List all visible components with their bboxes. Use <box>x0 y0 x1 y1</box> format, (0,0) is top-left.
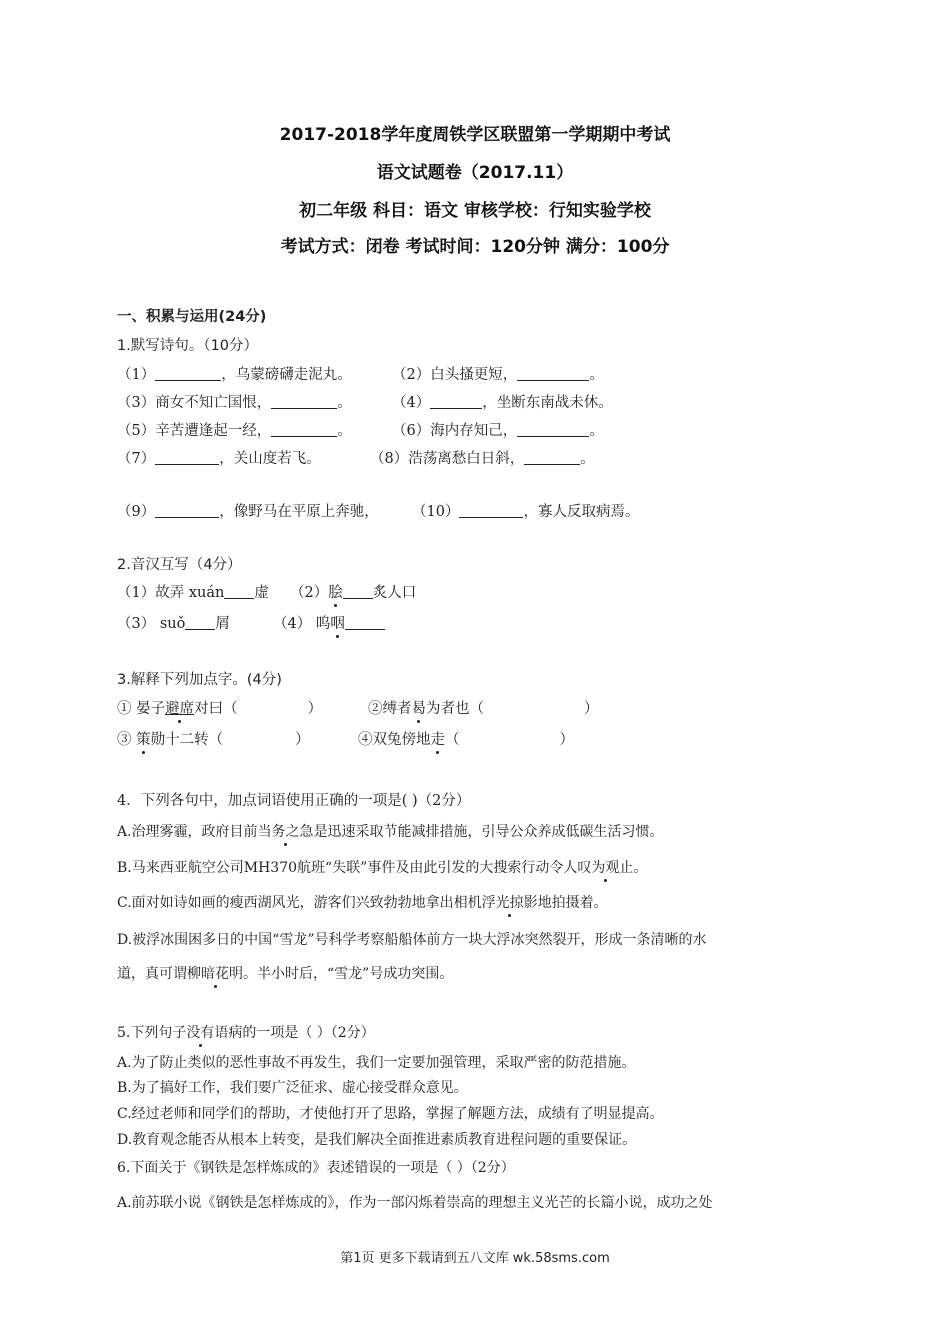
q3-item-2: ②缚者曷为者也（ ） <box>368 701 599 717</box>
q3-item-1: ① 晏子避席对曰（ ） <box>117 701 323 717</box>
q2-item-4: （4） 呜咽 <box>273 612 385 633</box>
answer-blank[interactable] <box>155 450 219 465</box>
q1-item-4: （4） ，坐断东南战未休。 <box>392 395 613 411</box>
q1-item-10: （10） ，寡人反取病焉。 <box>412 504 640 520</box>
q3-title: 3.解释下列加点字。(4分) <box>117 672 282 688</box>
q4-option-d-line1: D.被浮冰围困多日的中国“雪龙”号科学考察船船体前方一块大浮冰突然裂开，形成一条清晰的水 <box>117 932 707 948</box>
q1-item-2: （2）白头搔更短， 。 <box>392 367 604 383</box>
q4-option-a: A.治理雾霾，政府目前当务之急是迅速采取节能减排措施，引导公众养成低碳生活习惯。 <box>117 824 664 840</box>
exam-subtitle: 语文试题卷（2017.11） <box>376 163 574 183</box>
q4-title: 4．下列各句中，加点词语使用正确的一项是( )（2分） <box>117 793 471 809</box>
answer-blank[interactable] <box>524 450 580 465</box>
q4-option-d-line2: 道，真可谓柳暗花明。半小时后，“雪龙”号成功突围。 <box>117 966 454 982</box>
q4-option-c: C.面对如诗如画的瘦西湖风光，游客们兴致勃勃地拿出相机浮光掠影地拍摄着。 <box>117 895 608 911</box>
q1-item-5: （5）辛苦遭逢起一经， 。 <box>117 423 352 439</box>
answer-blank[interactable] <box>430 394 482 409</box>
q2-title: 2.音汉互写（4分） <box>117 557 242 573</box>
section-title: 一、积累与运用(24分) <box>117 309 267 325</box>
q6-title: 6.下面关于《钢铁是怎样炼成的》表述错误的一项是（ ）（2分） <box>117 1160 515 1176</box>
q5-option-a: A.为了防止类似的恶性事故不再发生，我们一定要加强管理，采取严密的防范措施。 <box>117 1055 636 1071</box>
q1-item-7: （7） ，关山度若飞。 <box>117 451 321 467</box>
answer-blank[interactable] <box>271 394 337 409</box>
q3-item-3: ③ 策勋十二转（ ） <box>117 732 310 748</box>
q5-option-b: B.为了搞好工作，我们要广泛征求、虚心接受群众意见。 <box>117 1080 468 1096</box>
answer-blank[interactable] <box>155 503 219 518</box>
answer-blank[interactable] <box>271 422 337 437</box>
exam-info-mode: 考试方式：闭卷 考试时间：120分钟 满分：100分 <box>280 237 670 257</box>
answer-blank[interactable] <box>185 615 215 630</box>
q3-item-4: ④双兔傍地走（ ） <box>358 732 574 748</box>
answer-blank[interactable] <box>345 615 385 630</box>
q1-item-3: （3）商女不知亡国恨， 。 <box>117 395 352 411</box>
q1-item-6: （6）海内存知己， 。 <box>392 423 604 439</box>
q1-title: 1.默写诗句。（10分） <box>117 338 259 354</box>
q4-option-b: B.马来西亚航空公司MH370航班“失联”事件及由此引发的大搜索行动令人叹为观止。 <box>117 860 648 876</box>
answer-blank[interactable] <box>517 366 589 381</box>
q5-title: 5.下列句子没有语病的一项是（ ）（2分） <box>117 1025 375 1041</box>
q5-option-d: D.教育观念能否从根本上转变，是我们解决全面推进素质教育进程问题的重要保证。 <box>117 1132 637 1148</box>
page-footer: 第1页 更多下载请到五八文库 wk.58sms.com <box>340 1251 610 1266</box>
answer-blank[interactable] <box>155 366 221 381</box>
q1-item-1: （1） ，乌蒙磅礴走泥丸。 <box>117 367 352 383</box>
answer-blank[interactable] <box>517 422 589 437</box>
answer-blank[interactable] <box>459 503 523 518</box>
exam-info-grade: 初二年级 科目：语文 审核学校：行知实验学校 <box>299 201 651 221</box>
exam-title: 2017-2018学年度周铁学区联盟第一学期期中考试 <box>279 125 671 145</box>
q2-item-2: （2）脍 炙人口 <box>290 585 417 601</box>
q1-item-9: （9） ，像野马在平原上奔驰， <box>117 504 379 520</box>
q2-item-3: （3） suǒ 屑 <box>117 616 230 632</box>
q2-item-1: （1）故弄 xuán 虚 <box>117 585 269 601</box>
q5-option-c: C.经过老师和同学们的帮助，才使他打开了思路，掌握了解题方法，成绩有了明显提高。 <box>117 1106 664 1122</box>
answer-blank[interactable] <box>343 584 373 599</box>
answer-blank[interactable] <box>224 584 254 599</box>
q6-option-a: A.前苏联小说《钢铁是怎样炼成的》，作为一部闪烁着崇高的理想主义光芒的长篇小说，成功之处 <box>117 1195 713 1211</box>
q1-item-8: （8）浩荡离愁白日斜， 。 <box>370 451 595 467</box>
